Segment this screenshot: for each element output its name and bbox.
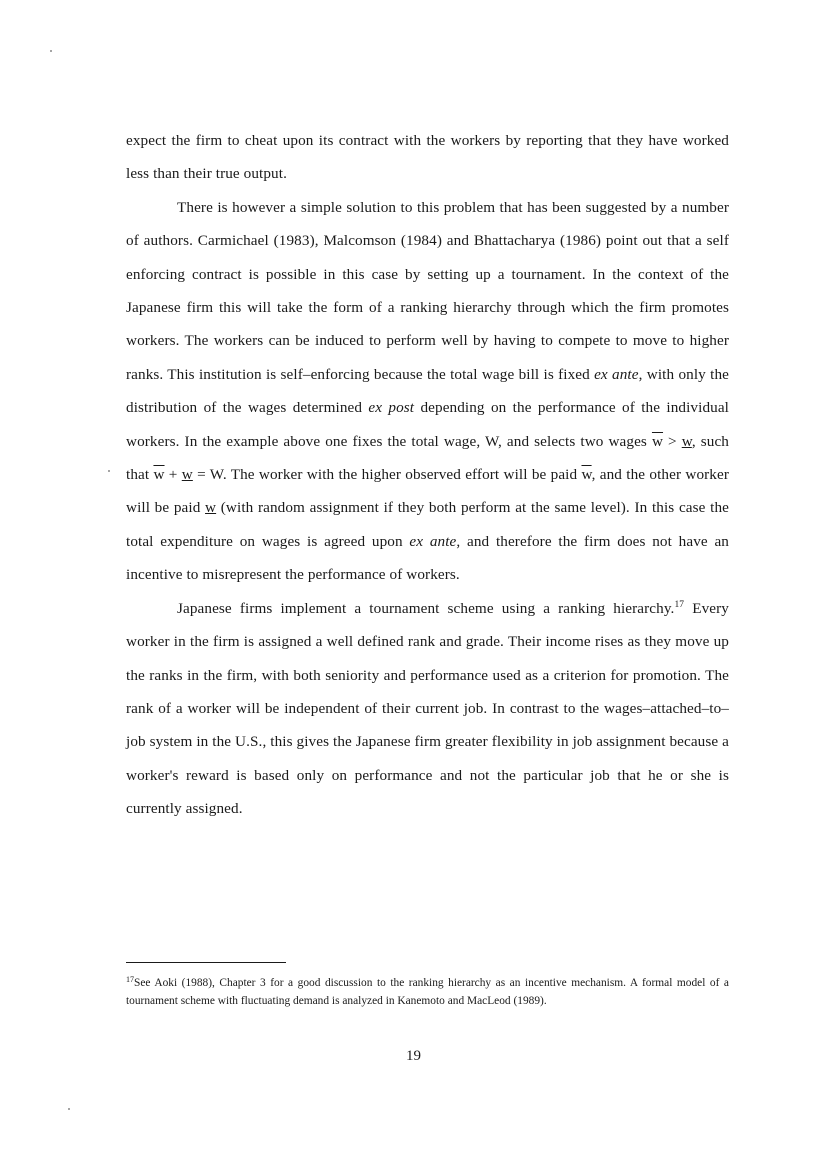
footnote: [126, 974, 729, 1010]
scan-speck: [108, 470, 110, 472]
wage-high-symbol: $\overline{w}$: [153, 466, 165, 484]
text-run: There is however a simple solution to this problem that has been suggested by a number of authors. Carmichael (1983), Malcomson (1984) and Bhattacharya (1986) point out that a self enforcing contract is possible in this case by setting up a tournament. In the context of the Japanese firm this will take the form of a ranking hierarchy through which the firm promotes workers. The workers can be induced to perform well by having to compete to move to higher ranks. This institution is self–enforcing because the total wage bill is fixed: [126, 198, 729, 383]
wage-high-symbol: $\overline{w}$: [651, 432, 664, 450]
text-run: (with random assignment if they both perform at the same level). In this case the total expenditure on wages is agreed upon: [126, 499, 729, 550]
italic-term: ex post: [368, 399, 415, 417]
wage-low-symbol: w: [205, 499, 217, 517]
scan-speck: [50, 50, 52, 52]
text-run: depending on the performance of the individual workers. In the example above one fixes the total wage, W, and selects two wages: [126, 399, 729, 450]
italic-term: ex ante: [594, 365, 639, 383]
text-run: Japanese firms implement a tournament scheme using a ranking hierarchy.: [177, 599, 675, 617]
scan-speck: [68, 1108, 70, 1110]
text-run: , and the other worker will be paid: [126, 466, 729, 517]
wage-high-symbol: $\overline{w}$: [581, 466, 592, 484]
footnote-text: See Aoki (1988), Chapter 3 for a good discussion to the ranking hierarchy as an incentive mechanism. A formal model of a tournament scheme with fluctuating demand is analyzed in Kanemoto and MacLeod (1989).: [126, 977, 729, 1007]
text-run: >: [663, 432, 682, 450]
paragraph: [126, 592, 729, 826]
paragraph: [126, 124, 729, 191]
footnote-divider: [126, 962, 286, 963]
footnote-reference: 17: [674, 599, 685, 610]
text-run: , and therefore the firm does not have an incentive to misrepresent the performance of workers.: [126, 532, 729, 584]
italic-term: ex ante: [409, 532, 457, 550]
text-run: , such that: [126, 432, 729, 484]
text-run: expect the firm to cheat upon its contract with the workers by reporting that they have worked less than their true output.: [126, 132, 729, 183]
page-number: 19: [406, 1048, 421, 1064]
wage-low-symbol: w: [681, 432, 692, 450]
wage-low-symbol: w: [181, 466, 193, 484]
text-run: Every worker in the firm is assigned a well defined rank and grade. Their income rises as they move up the ranks in the firm, with both seniority and performance used as a criterion for promotion. The rank of a worker will be independent of their current job. In contrast to the wages–attached–to–job system in the U.S., this gives the Japanese firm greater flexibility in job assignment because a worker's reward is based only on performance and not the particular job that he or she is currently assigned.: [126, 599, 729, 818]
body-text: [126, 124, 729, 826]
text-run: = W. The worker with the higher observed effort will be paid: [192, 466, 582, 484]
paragraph: [126, 191, 729, 592]
footnote-marker: 17: [126, 975, 134, 984]
text-run: , with only the distribution of the wages determined: [126, 365, 729, 417]
text-run: +: [164, 466, 182, 484]
